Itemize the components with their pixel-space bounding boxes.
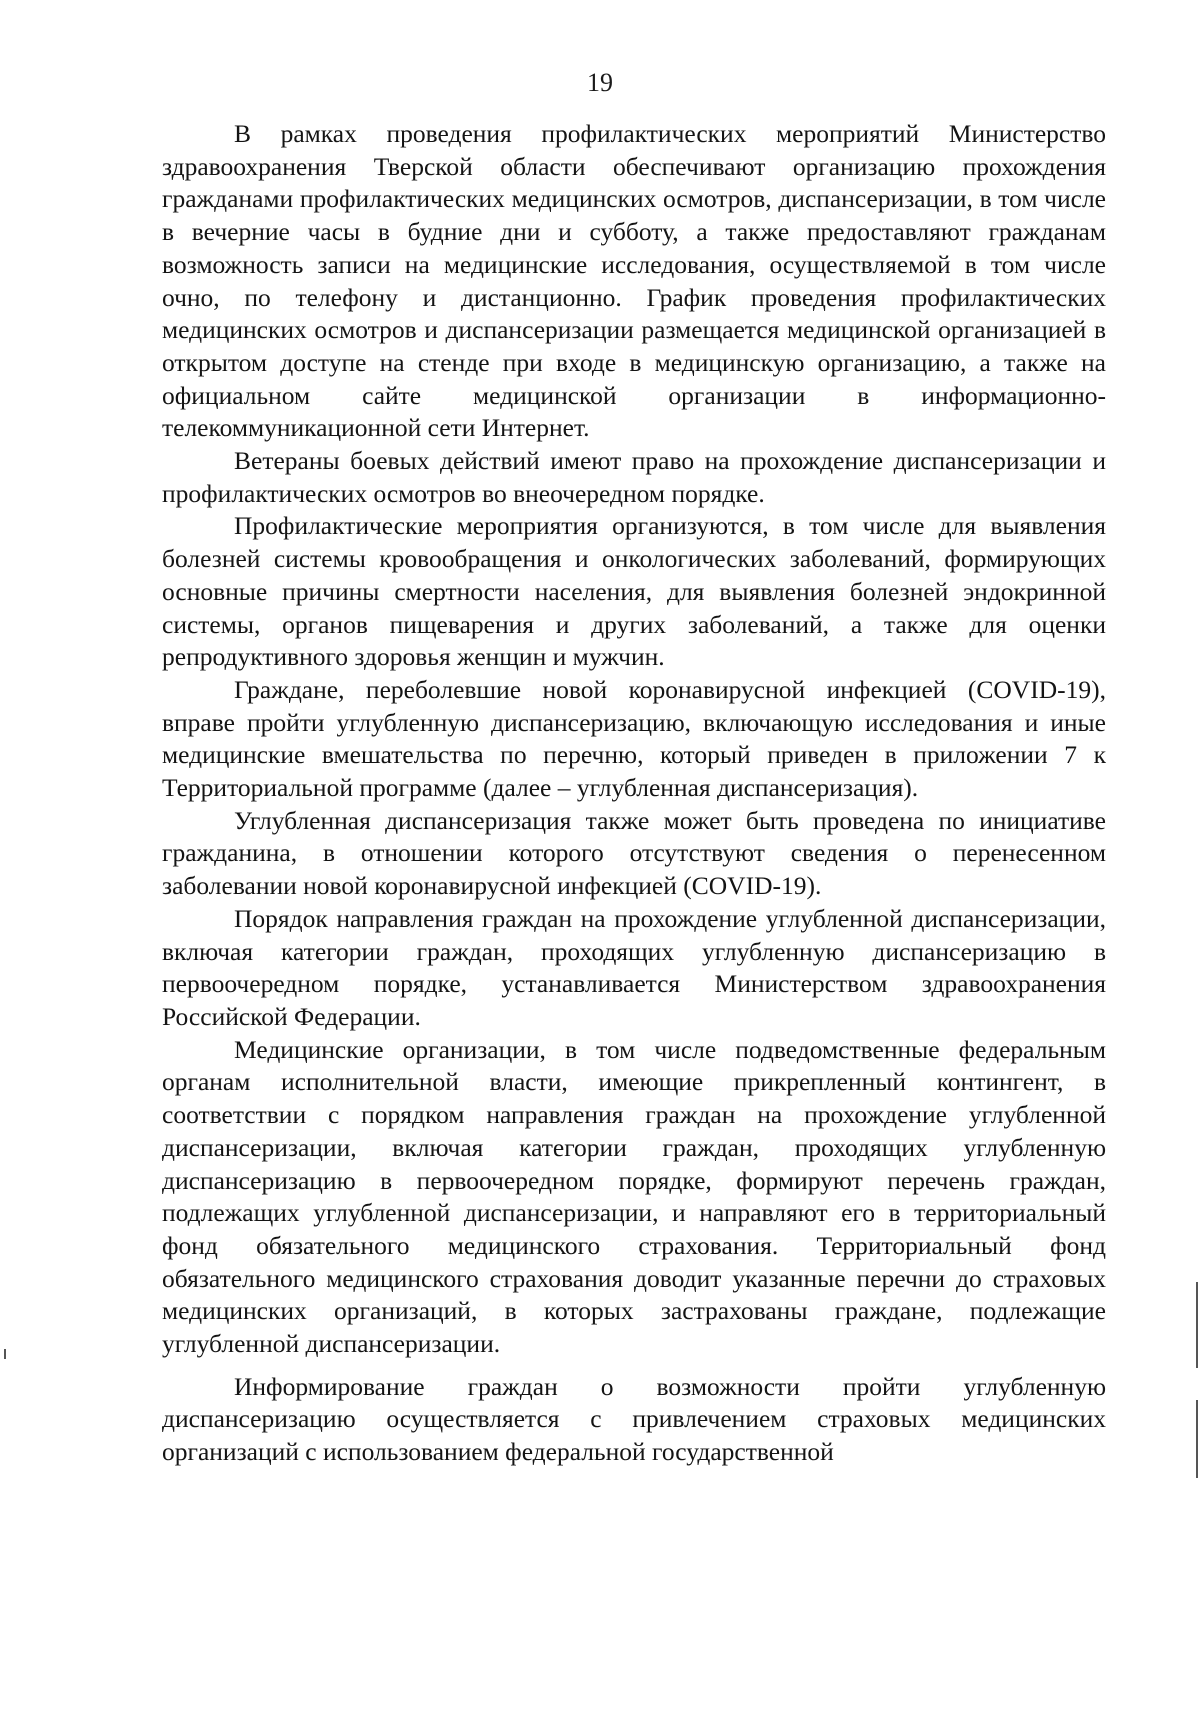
paragraph-referral-order: Порядок направления граждан на прохождение углубленной диспансеризации, включая категории граждан, проходящих углубленную диспансеризацию в первоочередном порядке, устанавливается Министерством здравоохранения Российской Федерации. [162,903,1106,1031]
scan-edge-mark [1196,1282,1198,1368]
paragraph-combat-veterans: Ветераны боевых действий имеют право на прохождение диспансеризации и профилактических осмотров во внеочередном порядке. [162,446,1106,508]
document-body [162,118,1106,1469]
scan-edge-mark [4,1349,6,1359]
paragraph-covid-recovered: Граждане, переболевшие новой коронавирусной инфекцией (COVID-19), вправе пройти углубленную диспансеризацию, включающую исследования и иные медицинские вмешательства по перечню, который приведен в приложении 7 к Территориальной программе (далее – углубленная диспансеризация). [162,674,1106,803]
paragraph-preventive-measures: В рамках проведения профилактических мероприятий Министерство здравоохранения Тверской области обеспечивают организацию прохождения гражданами профилактических медицинских осмотров, диспансеризации, в том числе в вечерние часы в будние дни и субботу, а также предоставляют гражданам возможность записи на медицинские исследования, осуществляемой в том числе очно, по телефону и дистанционно. График проведения профилактических медицинских осмотров и диспансеризации размещается медицинской организацией в открытом доступе на стенде при входе в медицинскую организацию, а также на официальном сайте медицинской организации в информационно-телекоммуникационной сети Интернет. [162,119,1106,443]
page-number: 19 [587,68,613,97]
paragraph-citizen-initiative: Углубленная диспансеризация также может быть проведена по инициативе гражданина, в отношении которого отсутствуют сведения о перенесенном заболевании новой коронавирусной инфекцией (COVID-19). [162,805,1106,901]
paragraph-citizen-informing: Информирование граждан о возможности пройти углубленную диспансеризацию осуществляется с привлечением страховых медицинских организаций с использованием федеральной государственной [162,1371,1106,1467]
paragraph-medical-organizations: Медицинские организации, в том числе подведомственные федеральным органам исполнительной власти, имеющие прикрепленный контингент, в соответствии с порядком направления граждан на прохождение углубленной диспансеризации, включая категории граждан, проходящих углубленную диспансеризацию в первоочередном порядке, формируют перечень граждан, подлежащих углубленной диспансеризации, и направляют его в территориальный фонд обязательного медицинского страхования. Территориальный фонд обязательного медицинского страхования доводит указанные перечни до страховых медицинских организаций, в которых застрахованы граждане, подлежащие углубленной диспансеризации. [162,1034,1106,1359]
scan-edge-mark [1196,1400,1198,1478]
paragraph-preventive-purposes: Профилактические мероприятия организуются, в том числе для выявления болезней системы кровообращения и онкологических заболеваний, формирующих основные причины смертности населения, для выявления болезней эндокринной системы, органов пищеварения и других заболеваний, а также для оценки репродуктивного здоровья женщин и мужчин. [162,511,1106,672]
